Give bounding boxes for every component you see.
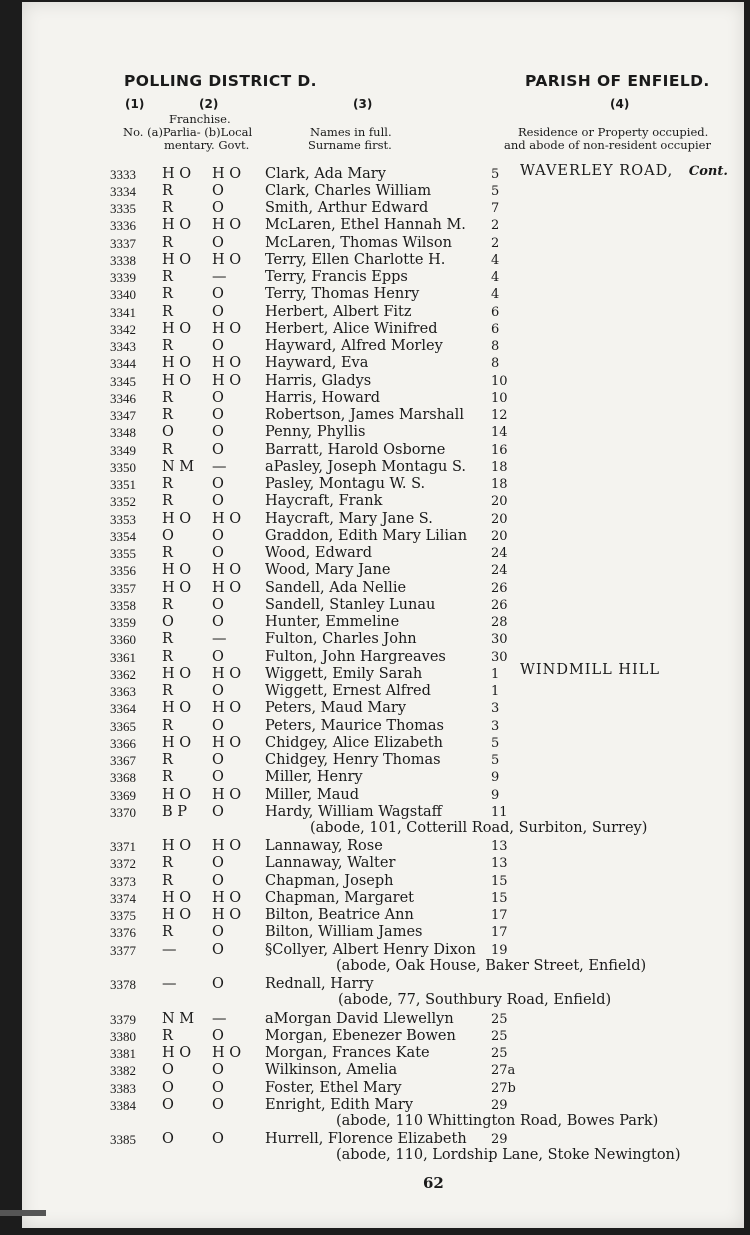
house-number: 27b: [491, 1080, 516, 1096]
parliamentary-franchise: O: [162, 614, 174, 630]
entry-number: 3358: [110, 597, 136, 613]
elector-name: Fulton, Charles John: [265, 631, 417, 648]
entry-number: 3352: [110, 494, 136, 510]
elector-name: McLaren, Thomas Wilson: [265, 234, 452, 251]
house-number: 3: [491, 718, 500, 734]
elector-name: Miller, Henry: [265, 769, 363, 786]
local-franchise: H O: [212, 562, 242, 579]
entry-number: 3356: [110, 563, 136, 579]
local-franchise: H O: [212, 217, 242, 234]
abode-line: (abode, 110, Lordship Lane, Stoke Newington): [336, 1147, 681, 1163]
elector-name: Barratt, Harold Osborne: [265, 441, 446, 458]
house-number: 4: [491, 287, 500, 303]
entry-number: 3373: [110, 873, 136, 889]
entry-number: 3360: [110, 632, 136, 648]
elector-name: Chidgey, Alice Elizabeth: [265, 734, 443, 751]
house-number: 10: [491, 390, 508, 406]
local-franchise: H O: [212, 251, 242, 268]
elector-name: Hayward, Alfred Morley: [265, 338, 443, 354]
col3-subheader-2: Surname first.: [308, 138, 392, 152]
parliamentary-franchise: H O: [162, 786, 192, 803]
elector-name: Bilton, Beatrice Ann: [265, 907, 414, 924]
local-franchise: H O: [212, 579, 242, 596]
parliamentary-franchise: O: [162, 1079, 174, 1096]
entry-number: 3364: [110, 701, 136, 717]
parliamentary-franchise: R: [162, 200, 173, 216]
house-number: 4: [491, 252, 500, 268]
local-franchise: O: [212, 407, 224, 423]
local-franchise: O: [212, 493, 224, 510]
local-franchise: —: [212, 269, 227, 285]
house-number: 15: [491, 873, 508, 889]
entry-number: 3343: [110, 339, 136, 354]
entry-number: 3371: [110, 839, 136, 855]
parliamentary-franchise: R: [162, 303, 173, 320]
elector-name: Fulton, John Hargreaves: [265, 648, 446, 665]
house-number: 24: [491, 546, 508, 561]
elector-name: Chidgey, Henry Thomas: [265, 752, 441, 768]
house-number: 19: [491, 942, 508, 958]
house-number: 5: [491, 753, 500, 768]
local-franchise: O: [212, 527, 224, 544]
parish-heading: PARISH OF ENFIELD.: [525, 72, 710, 90]
entry-number: 3377: [110, 942, 136, 958]
entry-number: 3338: [110, 252, 136, 268]
entry-number: 3351: [110, 477, 136, 492]
house-number: 18: [491, 477, 508, 492]
house-number: 28: [491, 615, 508, 630]
parliamentary-franchise: O: [162, 1062, 174, 1079]
elector-name: Clark, Charles William: [265, 182, 432, 199]
parliamentary-franchise: O: [162, 1131, 174, 1148]
parliamentary-franchise: H O: [162, 889, 192, 906]
house-number: 18: [491, 459, 508, 475]
local-franchise: O: [212, 389, 224, 406]
local-franchise: O: [212, 803, 224, 820]
house-number: 20: [491, 494, 508, 510]
entry-number: 3353: [110, 511, 136, 527]
entry-number: 3379: [110, 1011, 136, 1027]
entry-number: 3342: [110, 321, 136, 337]
entry-number: 3374: [110, 890, 136, 906]
parliamentary-franchise: H O: [162, 734, 192, 751]
local-franchise: H O: [212, 372, 242, 389]
entry-number: 3335: [110, 201, 136, 216]
elector-name: Harris, Howard: [265, 389, 381, 406]
parliamentary-franchise: O: [162, 424, 174, 441]
local-franchise: H O: [212, 734, 242, 751]
parliamentary-franchise: R: [162, 872, 173, 889]
house-number: 25: [491, 1028, 508, 1044]
elector-name: Pasley, Montagu W. S.: [265, 476, 426, 492]
parliamentary-franchise: B P: [162, 803, 188, 820]
parliamentary-franchise: O: [162, 527, 174, 544]
elector-name: Morgan, Ebenezer Bowen: [265, 1027, 456, 1044]
elector-name: Chapman, Margaret: [265, 889, 415, 906]
entry-number: 3372: [110, 856, 136, 872]
elector-name: McLaren, Ethel Hannah M.: [265, 217, 466, 234]
local-franchise: O: [212, 924, 224, 941]
house-number: 15: [491, 890, 508, 906]
elector-name: Herbert, Albert Fitz: [265, 303, 412, 320]
abode-line: (abode, Oak House, Baker Street, Enfield): [336, 958, 647, 974]
col3-number: (3): [353, 97, 373, 111]
local-franchise: O: [212, 596, 224, 613]
parliamentary-franchise: R: [162, 389, 173, 406]
house-number: 5: [491, 166, 500, 182]
local-franchise: O: [212, 286, 224, 303]
house-number: 25: [491, 1011, 508, 1027]
entry-number: 3347: [110, 408, 136, 423]
entry-number: 3368: [110, 770, 136, 786]
elector-name: Robertson, James Marshall: [265, 407, 464, 423]
entry-number: 3350: [110, 459, 136, 475]
street-name: WAVERLEY ROAD,: [520, 163, 674, 179]
local-franchise: O: [212, 976, 224, 993]
house-number: 26: [491, 597, 508, 613]
parliamentary-franchise: H O: [162, 700, 192, 717]
local-franchise: O: [212, 338, 224, 354]
house-number: 4: [491, 270, 500, 285]
elector-name: Chapman, Joseph: [265, 872, 394, 889]
page-number: 62: [423, 1174, 444, 1192]
house-number: 1: [491, 684, 500, 699]
local-franchise: O: [212, 1079, 224, 1096]
parliamentary-franchise: N M: [162, 1010, 195, 1027]
parliamentary-franchise: H O: [162, 355, 192, 372]
entry-number: 3385: [110, 1132, 136, 1148]
local-franchise: O: [212, 614, 224, 630]
parliamentary-franchise: H O: [162, 907, 192, 924]
district-heading: POLLING DISTRICT D.: [124, 72, 317, 90]
local-franchise: H O: [212, 665, 242, 682]
house-number: 1: [491, 666, 500, 682]
local-franchise: O: [212, 234, 224, 251]
house-number: 20: [491, 511, 508, 527]
parliamentary-franchise: H O: [162, 372, 192, 389]
local-franchise: H O: [212, 889, 242, 906]
abode-line: (abode, 101, Cotterill Road, Surbiton, Surrey): [310, 820, 648, 836]
col4-subheader: Residence or Property occupied.: [518, 125, 709, 139]
house-number: 6: [491, 321, 500, 337]
parliamentary-franchise: R: [162, 338, 173, 354]
abode-line: (abode, 77, Southbury Road, Enfield): [338, 992, 612, 1008]
local-franchise: H O: [212, 838, 242, 855]
local-franchise: O: [212, 424, 224, 441]
col2-number: (2): [199, 97, 219, 111]
parliamentary-franchise: R: [162, 407, 173, 423]
elector-name: Hardy, William Wagstaff: [265, 803, 442, 820]
house-number: 7: [491, 201, 500, 216]
parliamentary-franchise: R: [162, 769, 173, 786]
elector-name: Hurrell, Florence Elizabeth: [265, 1131, 467, 1148]
local-franchise: —: [212, 1010, 227, 1027]
entry-number: 3366: [110, 735, 136, 751]
elector-name: Terry, Ellen Charlotte H.: [265, 251, 446, 268]
elector-name: aPasley, Joseph Montagu S.: [265, 458, 466, 475]
parliamentary-franchise: R: [162, 269, 173, 285]
parliamentary-franchise: R: [162, 631, 173, 648]
elector-name: Terry, Francis Epps: [265, 269, 408, 285]
parliamentary-franchise: R: [162, 1027, 173, 1044]
house-number: 29: [491, 1097, 508, 1113]
parliamentary-franchise: H O: [162, 838, 192, 855]
entry-number: 3339: [110, 270, 136, 285]
entry-number: 3333: [110, 166, 136, 182]
house-number: 12: [491, 408, 508, 423]
entry-number: 3381: [110, 1046, 136, 1062]
col4-subheader-2: and abode of non-resident occupier: [504, 138, 711, 152]
local-franchise: H O: [212, 907, 242, 924]
elector-name: Lannaway, Rose: [265, 838, 383, 855]
entry-number: 3345: [110, 373, 136, 389]
street-windmill-hill: WINDMILL HILL: [520, 662, 661, 678]
entry-number: 3340: [110, 287, 136, 303]
elector-name: Sandell, Ada Nellie: [265, 579, 407, 596]
entry-number: 3336: [110, 218, 136, 234]
house-number: 2: [491, 235, 500, 251]
entry-number: 3369: [110, 787, 136, 803]
parliamentary-franchise: H O: [162, 1045, 192, 1062]
entry-number: 3370: [110, 804, 136, 820]
entry-number: 3357: [110, 580, 136, 596]
local-franchise: O: [212, 545, 224, 561]
parliamentary-franchise: R: [162, 752, 173, 768]
entry-number: 3376: [110, 925, 136, 941]
parliamentary-franchise: H O: [162, 320, 192, 337]
house-number: 16: [491, 442, 508, 458]
house-number: 6: [491, 304, 500, 320]
parliamentary-franchise: —: [162, 976, 177, 993]
elector-name: Morgan, Frances Kate: [265, 1045, 430, 1062]
local-franchise: O: [212, 476, 224, 492]
elector-name: Smith, Arthur Edward: [265, 200, 429, 216]
local-franchise: O: [212, 717, 224, 734]
elector-name: aMorgan David Llewellyn: [265, 1010, 454, 1027]
entry-number: 3367: [110, 753, 136, 768]
parliamentary-franchise: H O: [162, 665, 192, 682]
parliamentary-franchise: R: [162, 476, 173, 492]
entry-number: 3363: [110, 684, 136, 699]
page-edge-shadow: [0, 1210, 46, 1216]
entry-number: 3348: [110, 425, 136, 441]
local-franchise: O: [212, 941, 224, 958]
elector-name: Wiggett, Emily Sarah: [265, 665, 423, 682]
parliamentary-franchise: R: [162, 182, 173, 199]
entry-number: 3365: [110, 718, 136, 734]
parliamentary-franchise: N M: [162, 458, 195, 475]
franchise-label: Franchise.: [169, 112, 231, 126]
entry-number: 3346: [110, 390, 136, 406]
elector-name: Haycraft, Mary Jane S.: [265, 510, 433, 527]
house-number: 3: [491, 701, 500, 717]
elector-name: Haycraft, Frank: [265, 493, 383, 510]
entry-number: 3383: [110, 1080, 136, 1096]
local-franchise: O: [212, 1027, 224, 1044]
entry-number: 3359: [110, 615, 136, 630]
local-franchise: O: [212, 1131, 224, 1148]
elector-name: Peters, Maurice Thomas: [265, 717, 444, 734]
elector-name: Foster, Ethel Mary: [265, 1079, 402, 1096]
local-franchise: O: [212, 855, 224, 872]
elector-name: Lannaway, Walter: [265, 855, 396, 872]
parliamentary-franchise: R: [162, 493, 173, 510]
parliamentary-franchise: H O: [162, 165, 192, 182]
house-number: 2: [491, 218, 500, 234]
parliamentary-franchise: H O: [162, 251, 192, 268]
entry-number: 3337: [110, 235, 136, 251]
local-franchise: H O: [212, 165, 242, 182]
entry-number: 3378: [110, 977, 136, 993]
local-franchise: O: [212, 1062, 224, 1079]
elector-name: Enright, Edith Mary: [265, 1096, 414, 1113]
local-franchise: —: [212, 458, 227, 475]
house-number: 29: [491, 1132, 508, 1148]
parliamentary-franchise: R: [162, 596, 173, 613]
entry-number: 3349: [110, 442, 136, 458]
parliamentary-franchise: R: [162, 234, 173, 251]
house-number: 10: [491, 373, 508, 389]
parliamentary-franchise: —: [162, 941, 177, 958]
col4-number: (4): [610, 97, 630, 111]
parliamentary-franchise: R: [162, 683, 173, 699]
local-franchise: O: [212, 1096, 224, 1113]
local-franchise: H O: [212, 355, 242, 372]
house-number: 13: [491, 856, 508, 872]
entry-number: 3361: [110, 649, 136, 665]
house-number: 13: [491, 839, 508, 855]
street-waverley-road: [520, 163, 728, 179]
elector-name: Wilkinson, Amelia: [265, 1062, 398, 1079]
local-franchise: H O: [212, 786, 242, 803]
house-number: 20: [491, 528, 508, 544]
local-franchise: O: [212, 182, 224, 199]
local-franchise: O: [212, 441, 224, 458]
col2-subheader: No. (a)Parlia- (b)Local: [123, 125, 253, 139]
parliamentary-franchise: R: [162, 924, 173, 941]
parliamentary-franchise: H O: [162, 562, 192, 579]
abode-line: (abode, 110 Whittington Road, Bowes Park): [336, 1113, 659, 1129]
parliamentary-franchise: R: [162, 855, 173, 872]
house-number: 11: [491, 804, 508, 820]
elector-name: Hayward, Eva: [265, 355, 369, 372]
elector-name: Rednall, Harry: [265, 976, 374, 993]
house-number: 8: [491, 356, 500, 372]
elector-name: §Collyer, Albert Henry Dixon: [265, 941, 476, 958]
register-page: [22, 2, 744, 1228]
local-franchise: O: [212, 648, 224, 665]
entry-number: 3362: [110, 666, 136, 682]
local-franchise: H O: [212, 510, 242, 527]
house-number: 14: [491, 425, 508, 441]
entry-number: 3354: [110, 528, 136, 544]
local-franchise: H O: [212, 700, 242, 717]
elector-name: Bilton, William James: [265, 924, 423, 941]
entry-number: 3384: [110, 1097, 136, 1113]
parliamentary-franchise: H O: [162, 217, 192, 234]
parliamentary-franchise: R: [162, 717, 173, 734]
parliamentary-franchise: H O: [162, 579, 192, 596]
entry-number: 3334: [110, 183, 136, 199]
local-franchise: O: [212, 769, 224, 786]
elector-name: Herbert, Alice Winifred: [265, 320, 438, 337]
house-number: 25: [491, 1046, 508, 1062]
local-franchise: H O: [212, 1045, 242, 1062]
house-number: 9: [491, 787, 500, 803]
house-number: 5: [491, 735, 500, 751]
entry-number: 3344: [110, 356, 136, 372]
house-number: 30: [491, 632, 508, 648]
house-number: 5: [491, 183, 500, 199]
entry-number: 3355: [110, 546, 136, 561]
house-number: 30: [491, 649, 508, 665]
parliamentary-franchise: O: [162, 1096, 174, 1113]
local-franchise: O: [212, 303, 224, 320]
parliamentary-franchise: R: [162, 545, 173, 561]
house-number: 9: [491, 770, 500, 786]
elector-name: Terry, Thomas Henry: [265, 286, 420, 303]
elector-name: Miller, Maud: [265, 786, 360, 803]
local-franchise: O: [212, 683, 224, 699]
house-number: 26: [491, 580, 508, 596]
house-number: 24: [491, 563, 508, 579]
entry-number: 3375: [110, 908, 136, 924]
parliamentary-franchise: H O: [162, 510, 192, 527]
house-number: 8: [491, 339, 500, 354]
parliamentary-franchise: R: [162, 286, 173, 303]
parliamentary-franchise: R: [162, 648, 173, 665]
house-number: 17: [491, 908, 508, 924]
elector-name: Harris, Gladys: [265, 372, 372, 389]
house-number: 17: [491, 925, 508, 941]
entry-number: 3380: [110, 1028, 136, 1044]
entry-number: 3341: [110, 304, 136, 320]
street-continued-label: Cont.: [688, 164, 728, 179]
elector-name: Hunter, Emmeline: [265, 614, 400, 630]
col3-subheader: Names in full.: [310, 125, 392, 139]
local-franchise: O: [212, 872, 224, 889]
col2-subheader-2: mentary. Govt.: [164, 138, 250, 152]
elector-name: Wood, Edward: [265, 545, 373, 561]
local-franchise: —: [212, 631, 227, 648]
elector-name: Wood, Mary Jane: [265, 562, 391, 579]
elector-name: Penny, Phyllis: [265, 424, 366, 441]
local-franchise: O: [212, 752, 224, 768]
house-number: 27a: [491, 1063, 516, 1079]
local-franchise: H O: [212, 320, 242, 337]
entry-number: 3382: [110, 1063, 136, 1079]
parliamentary-franchise: R: [162, 441, 173, 458]
local-franchise: O: [212, 200, 224, 216]
col1-number: (1): [125, 97, 145, 111]
elector-name: Graddon, Edith Mary Lilian: [265, 527, 468, 544]
elector-name: Clark, Ada Mary: [265, 165, 386, 182]
elector-name: Wiggett, Ernest Alfred: [265, 683, 431, 699]
elector-name: Peters, Maud Mary: [265, 700, 407, 717]
elector-name: Sandell, Stanley Lunau: [265, 596, 436, 613]
